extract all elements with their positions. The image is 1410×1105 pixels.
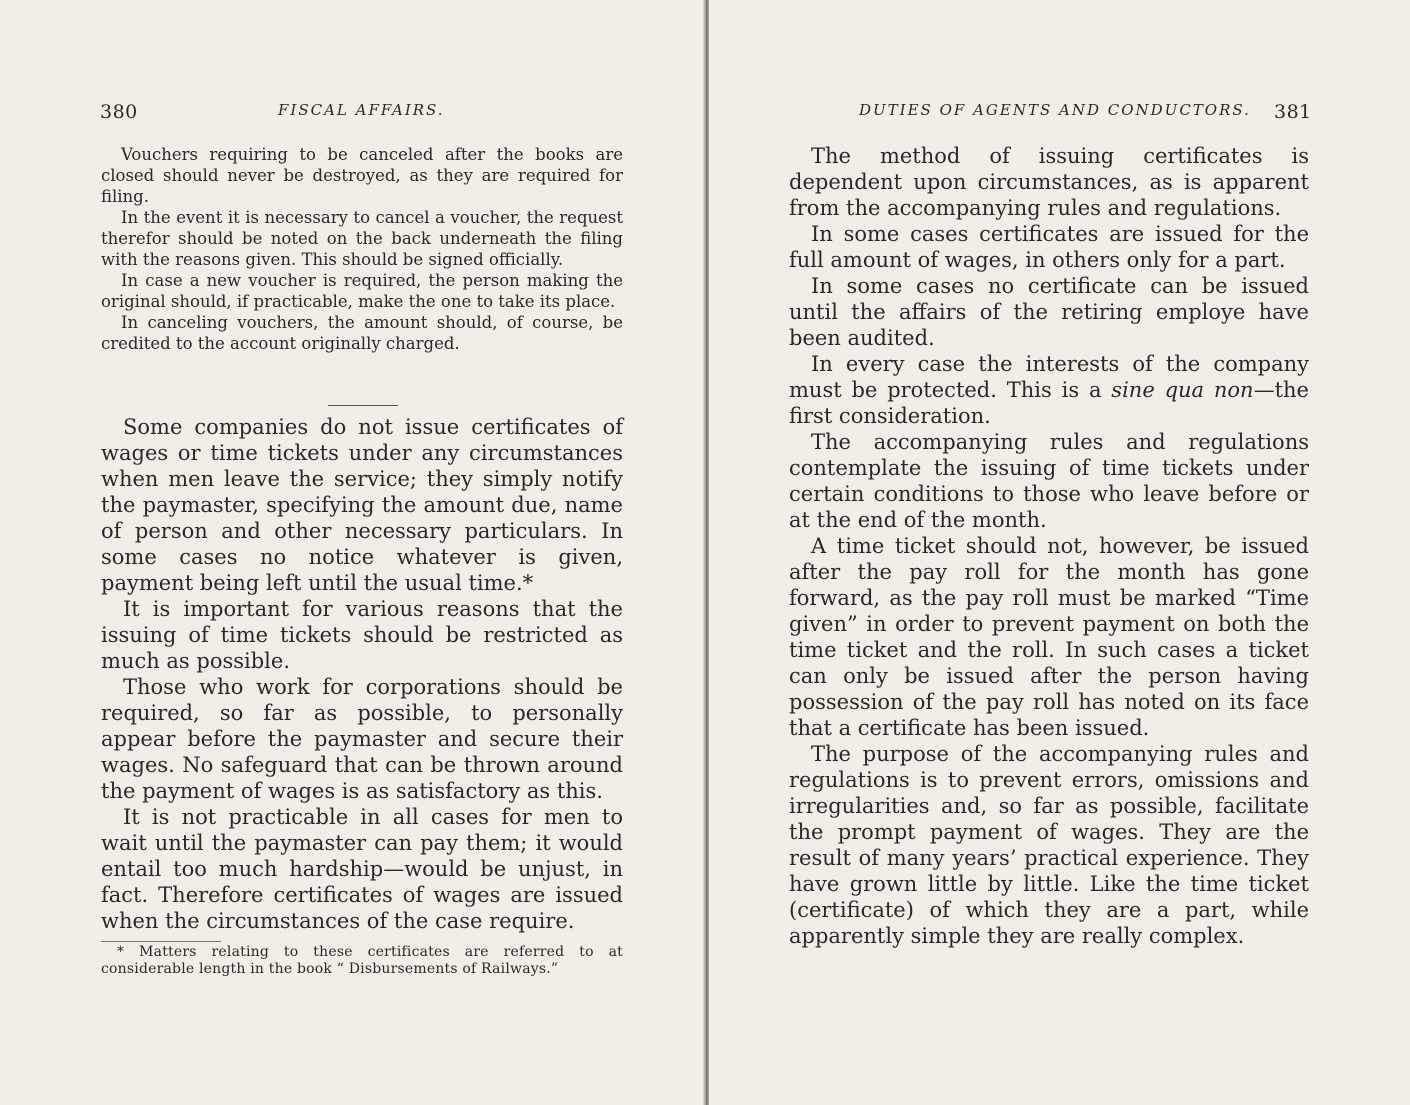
paragraph: In the event it is necessary to cancel a voucher, the request therefor should be noted on the back underneath the filing with the reasons given. This should be signed officially.	[101, 208, 623, 269]
paragraph: The accompanying rules and regulations contemplate the issuing of time tickets under certain conditions to those who leave before or at the end of the month.	[789, 430, 1309, 532]
footnote-text: * Matters relating to these certificates are referred to at considerable length in the book “ Disbursements of Railways.”	[101, 944, 623, 977]
paragraph: In some cases no certificate can be issued until the affairs of the retiring employe have been audited.	[789, 274, 1309, 350]
paragraph: A time ticket should not, however, be issued after the pay roll for the month has gone forward, as the pay roll must be marked “Time given” in order to prevent payment on both the time ticket and the roll. In such cases a ticket can only be issued after the person having possession of the pay roll has noted on its face that a certificate has been issued.	[789, 534, 1309, 740]
text-run: —the first consideration.	[789, 378, 1309, 428]
left-running-head: FISCAL AFFAIRS.	[278, 101, 445, 119]
paragraph: It is important for various reasons that the issuing of time tickets should be restricted as much as possible.	[101, 597, 623, 673]
paragraph: The method of issuing certificates is dependent upon circumstances, as is apparent from the accompanying rules and regulations.	[789, 144, 1309, 220]
paragraph: In canceling vouchers, the amount should, of course, be credited to the account originally charged.	[101, 313, 623, 353]
right-body	[789, 143, 1309, 949]
right-page	[709, 0, 1410, 1105]
right-page-number: 381	[1274, 101, 1312, 123]
paragraph: In some cases certificates are issued for the full amount of wages, in others only for a part.	[789, 222, 1309, 272]
paragraph: It is not practicable in all cases for men to wait until the paymaster can pay them; it would entail too much hardship—would be unjust, in fact. Therefore certificates of wages are issued when the circumstances of the case require.	[101, 805, 623, 933]
left-page-number: 380	[100, 101, 138, 123]
right-running-head: DUTIES OF AGENTS AND CONDUCTORS.	[859, 101, 1251, 119]
paragraph: Vouchers requiring to be canceled after the books are closed should never be destroyed, as they are required for filing.	[101, 145, 623, 206]
italic-phrase: sine qua non	[1111, 378, 1254, 402]
paragraph: Those who work for corporations should be required, so far as possible, to personally appear before the paymaster and secure their wages. No safeguard that can be thrown around the payment of wages is as satisfactory as this.	[101, 675, 623, 803]
section-divider	[328, 405, 398, 406]
paragraph: Some companies do not issue certificates of wages or time tickets under any circumstances when men leave the service; they simply notify the paymaster, specifying the amount due, name of person and other necessary particulars. In some cases no notice whatever is given, payment being left until the usual time.*	[101, 415, 623, 595]
text-run: In every case the interests of the company must be protected. This is a	[789, 352, 1309, 402]
certificates-section	[101, 414, 623, 934]
paragraph: In case a new voucher is required, the person making the original should, if practicable, make the one to take its place.	[101, 271, 623, 311]
voucher-section	[101, 144, 623, 354]
footnote-rule	[101, 941, 221, 942]
paragraph: The purpose of the accompanying rules and regulations is to prevent errors, omissions and irregularities and, so far as possible, facilitate the prompt payment of wages. They are the result of many years’ practical experience. They have grown little by little. Like the time ticket (certificate) of which they are a part, while apparently simple they are really complex.	[789, 742, 1309, 948]
paragraph-sine-qua-non	[789, 351, 1309, 429]
footnote	[101, 944, 623, 978]
